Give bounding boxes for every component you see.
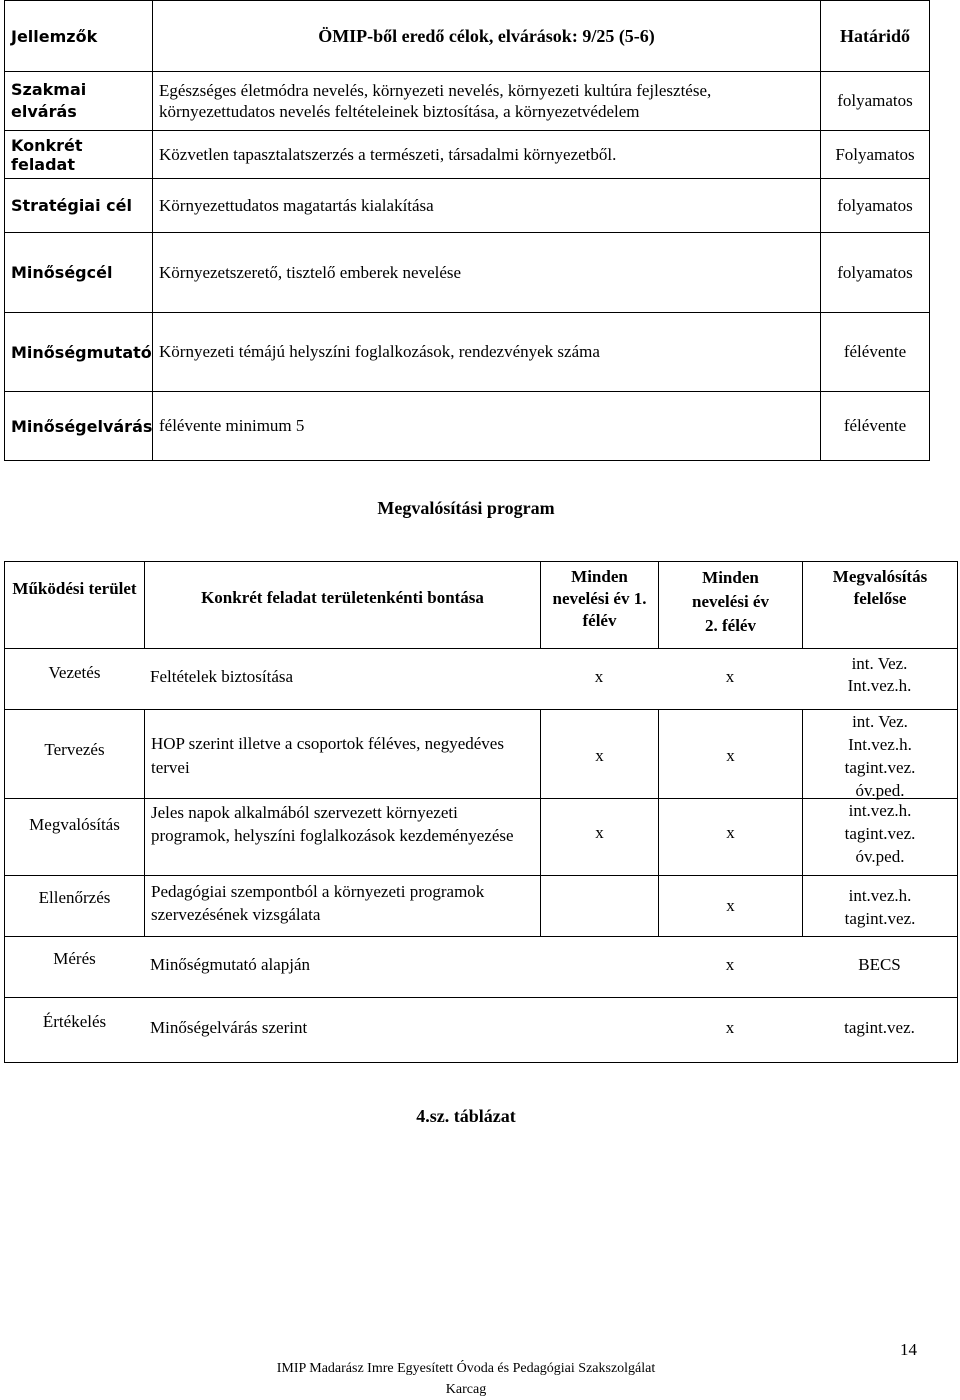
row-semester1: x bbox=[540, 799, 658, 875]
row-task: Minőségmutató alapján bbox=[150, 955, 311, 974]
objectives-row bbox=[4, 178, 930, 232]
row-label: Szakmai elvárás bbox=[4, 72, 152, 130]
row-task: Jeles napok alkalmából szervezett környezeti programok, helyszíni foglalkozások kezdeményezése bbox=[144, 799, 540, 875]
row-text: Környezettudatos magatartás kialakítása bbox=[152, 179, 820, 232]
header-task: Konkrét feladat területenkénti bontása bbox=[144, 562, 540, 648]
row-semester2: x bbox=[725, 1018, 735, 1037]
footer-institution: IMIP Madarász Imre Egyesített Óvoda és Pedagógiai Szakszolgálat bbox=[276, 1361, 656, 1376]
program-row bbox=[4, 997, 958, 1063]
row-deadline: félévente bbox=[820, 313, 930, 391]
program-header-row bbox=[4, 561, 958, 648]
objectives-row bbox=[4, 232, 930, 312]
row-label: Minőségmutató bbox=[4, 313, 152, 391]
header-deadline: Határidő bbox=[820, 1, 930, 71]
row-semester1: x bbox=[540, 710, 658, 798]
page-footer bbox=[0, 1358, 932, 1400]
header-semester1: Minden nevelési év 1. félév bbox=[540, 562, 658, 648]
row-label: Stratégiai cél bbox=[4, 179, 152, 232]
row-text: Egészséges életmódra nevelés, környezeti nevelés, környezeti kultúra fejlesztése, környezettudatos nevelés feltételeinek biztosítása, a környezetvédelem bbox=[152, 72, 820, 130]
program-table bbox=[4, 561, 958, 1063]
row-area: Értékelés bbox=[4, 998, 144, 1062]
row-text: Környezeti témájú helyszíni foglalkozások, rendezvények száma bbox=[152, 313, 820, 391]
header-goals: ÖMIP-ből eredő célok, elvárások: 9/25 (5-6) bbox=[152, 1, 820, 71]
row-responsible: int.vez.h. tagint.vez. bbox=[802, 876, 958, 936]
header-area: Működési terület bbox=[4, 562, 144, 648]
row-text: Környezetszerető, tisztelő emberek nevelése bbox=[152, 233, 820, 312]
program-row bbox=[4, 709, 958, 798]
row-task: Minőségelvárás szerint bbox=[150, 1018, 308, 1037]
row-deadline: félévente bbox=[820, 392, 930, 460]
row-semester2: x bbox=[725, 667, 735, 686]
row-responsible: tagint.vez. bbox=[802, 998, 958, 1062]
row-semester1 bbox=[540, 937, 658, 997]
page-number: 14 bbox=[900, 1340, 917, 1359]
row-deadline: folyamatos bbox=[820, 72, 930, 130]
program-title: Megvalósítási program bbox=[377, 498, 555, 518]
row-area: Mérés bbox=[4, 937, 144, 997]
row-task: HOP szerint illetve a csoportok féléves, negyedéves tervei bbox=[144, 710, 540, 798]
row-semester1: x bbox=[594, 667, 604, 686]
row-responsible: int. Vez. Int.vez.h. bbox=[802, 649, 958, 709]
row-task: Pedagógiai szempontból a környezeti programok szervezésének vizsgálata bbox=[144, 876, 540, 936]
objectives-row bbox=[4, 391, 930, 461]
row-area: Tervezés bbox=[4, 710, 144, 798]
footer-city: Karcag bbox=[445, 1382, 487, 1397]
row-text: félévente minimum 5 bbox=[152, 392, 820, 460]
objectives-header-row bbox=[4, 0, 930, 71]
row-semester2: x bbox=[658, 876, 802, 936]
row-responsible: int. Vez. Int.vez.h. tagint.vez. óv.ped. bbox=[802, 710, 958, 798]
objectives-row bbox=[4, 312, 930, 391]
row-responsible: int.vez.h. tagint.vez. óv.ped. bbox=[802, 799, 958, 875]
header-characteristics: Jellemzők bbox=[4, 1, 152, 71]
row-label: Minőségelvárás bbox=[4, 392, 152, 460]
table-caption: 4.sz. táblázat bbox=[416, 1106, 516, 1126]
row-semester2: x bbox=[725, 955, 735, 974]
row-task: Feltételek biztosítása bbox=[150, 667, 294, 686]
program-row bbox=[4, 798, 958, 875]
row-text: Közvetlen tapasztalatszerzés a természeti, társadalmi környezetből. bbox=[152, 131, 820, 178]
objectives-table bbox=[4, 0, 930, 461]
row-deadline: folyamatos bbox=[820, 233, 930, 312]
row-label: Minőségcél bbox=[4, 233, 152, 312]
header-semester2: Minden nevelési év 2. félév bbox=[658, 562, 802, 648]
row-area: Vezetés bbox=[4, 649, 144, 709]
program-row bbox=[4, 875, 958, 936]
row-semester2: x bbox=[658, 710, 802, 798]
header-responsible: Megvalósítás felelőse bbox=[802, 562, 958, 648]
row-area: Ellenőrzés bbox=[4, 876, 144, 936]
program-row bbox=[4, 936, 958, 997]
row-semester1 bbox=[540, 876, 658, 936]
row-deadline: Folyamatos bbox=[820, 131, 930, 178]
objectives-row bbox=[4, 71, 930, 130]
row-semester2: x bbox=[658, 799, 802, 875]
program-row bbox=[4, 648, 958, 709]
row-area: Megvalósítás bbox=[4, 799, 144, 875]
row-label: Konkrét feladat bbox=[4, 131, 152, 178]
row-semester1 bbox=[540, 998, 658, 1062]
objectives-row bbox=[4, 130, 930, 178]
row-deadline: folyamatos bbox=[820, 179, 930, 232]
row-responsible: BECS bbox=[802, 937, 958, 997]
